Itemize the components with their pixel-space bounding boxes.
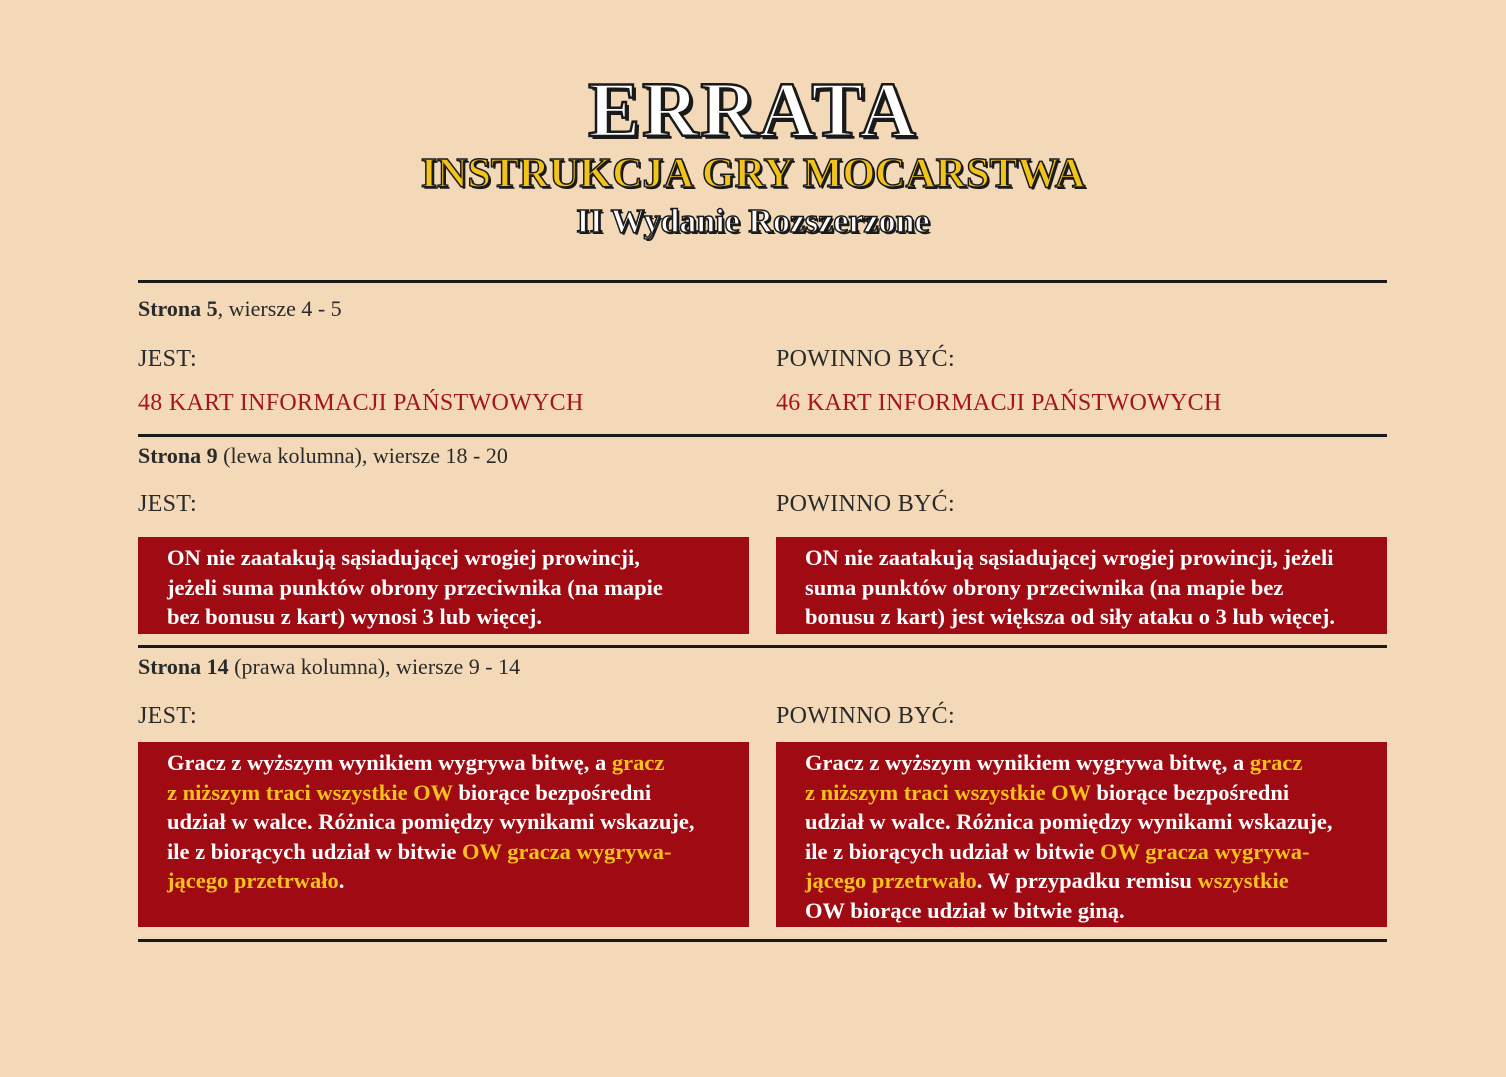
section-3-is-box: [138, 742, 749, 927]
section-2-page: Strona 9: [138, 443, 218, 468]
section-2-should-box: [776, 537, 1387, 634]
section-3-should-label: POWINNO BYĆ:: [776, 703, 955, 729]
section-3-should-line: [805, 748, 1367, 778]
section-2-should-line: ON nie zaatakują sąsiadującej wrogiej prowincji, jeżeli: [805, 545, 1334, 570]
section-3-is-line: [167, 748, 729, 778]
text-run: ile z biorących udział w bitwie: [805, 838, 1100, 864]
title-block: [0, 66, 1506, 242]
text-run: biorące bezpośredni: [1090, 779, 1290, 805]
highlight-run: wszystkie: [1197, 868, 1289, 893]
section-1-should-label: POWINNO BYĆ:: [776, 346, 955, 372]
section-1-location: , wiersze 4 - 5: [217, 296, 342, 321]
section-2-heading: [138, 443, 508, 469]
highlight-run: z niższym traci wszystkie OW: [167, 779, 453, 805]
section-3-heading: [138, 654, 520, 680]
section-2-is-box: [138, 537, 749, 634]
section-2-should-line: suma punktów obrony przeciwnika (na mapie bez: [805, 574, 1284, 600]
section-2-is-line: ON nie zaatakują sąsiadującej wrogiej prowincji,: [167, 545, 640, 570]
section-3-is-line: udział w walce. Różnica pomiędzy wynikami wskazuje,: [167, 809, 695, 834]
section-3-should-line: [805, 778, 1367, 808]
text-run: Gracz z wyższym wynikiem wygrywa bitwę, a: [805, 750, 1250, 775]
highlight-run: OW gracza wygrywa-: [1099, 838, 1310, 864]
section-2-is-label: JEST:: [138, 491, 197, 517]
section-3-should-box: [776, 742, 1387, 927]
page-title: ERRATA: [588, 66, 918, 153]
section-1-should-text: 46 KART INFORMACJI PAŃSTWOWYCH: [776, 390, 1222, 416]
text-run: .: [338, 868, 345, 893]
section-2-location: (lewa kolumna), wiersze 18 - 20: [217, 443, 508, 468]
section-1-page: Strona 5: [138, 296, 218, 321]
divider-bottom: [138, 939, 1387, 942]
text-run: Gracz z wyższym wynikiem wygrywa bitwę, a: [167, 750, 612, 775]
highlight-run: gracz: [1249, 750, 1303, 775]
section-1-heading: [138, 296, 342, 322]
section-1-is-text: 48 KART INFORMACJI PAŃSTWOWYCH: [138, 390, 584, 416]
text-run: . W przypadku remisu: [976, 868, 1198, 893]
section-3-should-line: [805, 866, 1367, 896]
section-3-location: (prawa kolumna), wiersze 9 - 14: [228, 654, 521, 679]
section-2-is-line: jeżeli suma punktów obrony przeciwnika (na mapie: [167, 574, 663, 600]
text-run: ile z biorących udział w bitwie: [167, 838, 462, 864]
highlight-run: OW gracza wygrywa-: [461, 838, 672, 864]
highlight-run: gracz: [611, 750, 665, 775]
edition-label: II Wydanie Rozszerzone: [576, 203, 930, 240]
section-3-should-line: udział w walce. Różnica pomiędzy wynikami wskazuje,: [805, 809, 1333, 834]
section-3-is-label: JEST:: [138, 703, 197, 729]
section-3-is-line: [167, 866, 729, 896]
divider-top: [138, 280, 1387, 283]
section-3-should-line: OW biorące udział w bitwie giną.: [805, 897, 1125, 923]
section-2-should-label: POWINNO BYĆ:: [776, 491, 955, 517]
section-3-is-line: [167, 837, 729, 867]
highlight-run: jącego przetrwało: [167, 868, 339, 893]
divider-2: [138, 645, 1387, 648]
section-2-is-line: bez bonusu z kart) wynosi 3 lub więcej.: [167, 604, 543, 629]
page-subtitle: INSTRUKCJA GRY MOCARSTWA: [420, 151, 1086, 197]
highlight-run: jącego przetrwało: [805, 868, 977, 893]
section-2-should-line: bonusu z kart) jest większa od siły ataku o 3 lub więcej.: [805, 604, 1336, 629]
section-3-should-line: [805, 837, 1367, 867]
section-3-page: Strona 14: [138, 654, 229, 679]
text-run: biorące bezpośredni: [452, 779, 652, 805]
section-3-is-line: [167, 778, 729, 808]
highlight-run: z niższym traci wszystkie OW: [805, 779, 1091, 805]
divider-1: [138, 434, 1387, 437]
section-1-is-label: JEST:: [138, 346, 197, 372]
